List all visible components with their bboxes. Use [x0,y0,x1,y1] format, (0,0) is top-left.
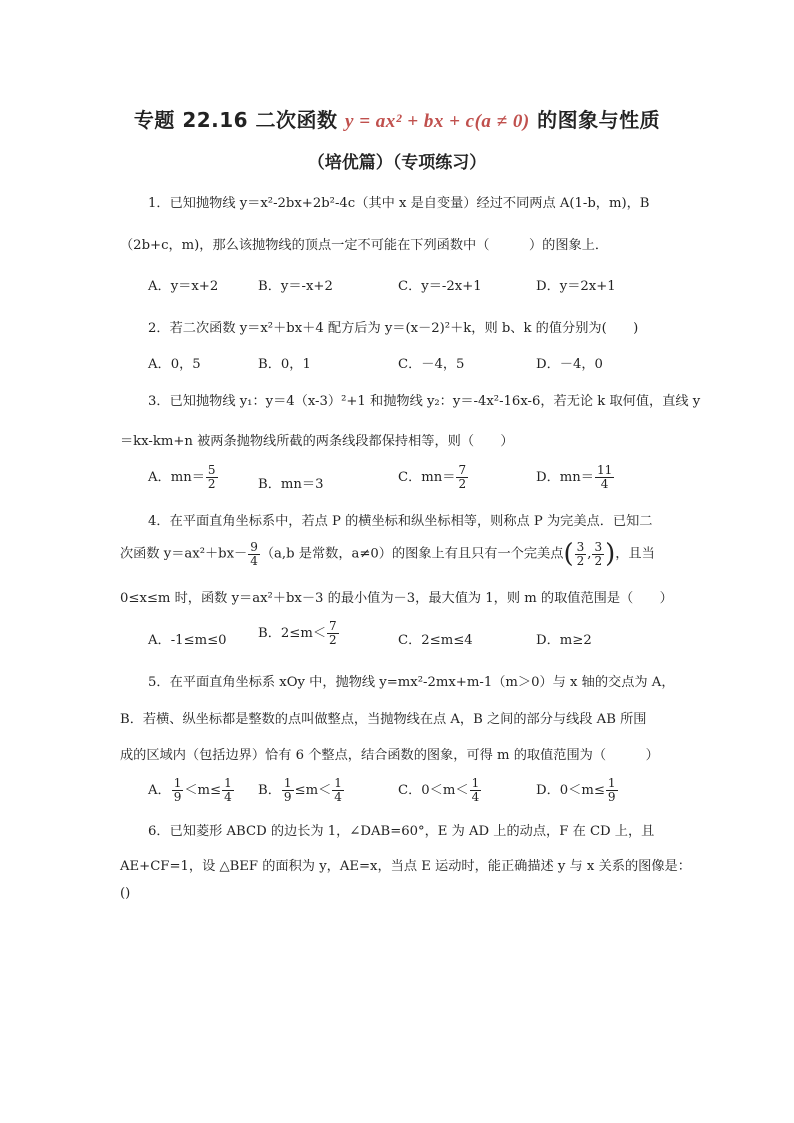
q5-option-a [148,777,235,804]
fraction-denominator: 4 [224,790,232,804]
q5-option-b-mid: ≤m＜ [294,783,332,798]
q5-option-d-label: D．0＜m≤ [536,783,605,798]
q1-line1: 1．已知抛物线 y＝x²-2bx+2b²-4c（其中 x 是自变量）经过不同两点 A(1-b，m)，B [148,196,650,211]
title-formula: y = ax² + bx + c(a ≠ 0) [345,111,530,132]
fraction-numerator: 5 [207,463,216,477]
q3-option-a [148,464,219,491]
q1-option-a: A．y＝x+2 [148,279,219,294]
q6-line1: 6．已知菱形 ABCD 的边长为 1，∠DAB=60°，E 为 AD 上的动点，F 在 CD 上，且 [148,824,655,839]
q4-point-y [592,541,604,568]
q2-option-b: B．0，1 [258,357,311,372]
q5-option-c [398,777,482,804]
q5-line1: 5．在平面直角坐标系 xOy 中，抛物线 y=mx²-2mx+m-1（m＞0）与 x 轴的交点为 A， [148,675,675,690]
fraction-denominator: 2 [576,553,585,568]
fraction-denominator: 2 [329,633,337,647]
fraction-numerator: 9 [250,539,258,554]
q3-option-c-fraction [456,464,468,491]
fraction-denominator: 9 [607,790,616,804]
q5-option-b-fraction2 [332,777,344,804]
fraction-denominator: 4 [250,553,258,568]
left-paren: ( [563,539,574,569]
q5-option-a-fraction2 [222,777,234,804]
q4-line2-fraction [248,541,260,568]
fraction-numerator: 7 [329,619,337,633]
q4-point-x [575,541,587,568]
fraction-denominator: 2 [458,477,467,491]
q2-option-d: D．－4，0 [536,357,603,372]
fraction-numerator: 1 [471,776,480,790]
q3-option-c [398,464,469,491]
q2-option-c: C．－4，5 [398,357,465,372]
fraction-denominator: 4 [600,477,609,491]
q3-line2: ＝kx-km+n 被两条抛物线所截的两条线段都保持相等，则（ ） [120,434,514,449]
fraction-numerator: 3 [594,539,603,554]
q4-line3: 0≤x≤m 时，函数 y＝ax²＋bx－3 的最小值为－3，最大值为 1，则 m 的取值范围是（ ） [120,591,673,606]
fraction-numerator: 1 [607,776,616,790]
title-suffix: 的图象与性质 [529,108,661,132]
q4-option-a: A．-1≤m≤0 [148,633,227,648]
q5-option-c-fraction [470,777,482,804]
q6-line3: () [120,886,131,901]
q4-option-b-fraction [327,620,339,647]
q3-line1: 3．已知抛物线 y₁：y＝4（x-3）²+1 和抛物线 y₂：y＝-4x²-16x-6，若无论 k 取何值，直线 y [148,394,701,409]
q5-option-b [258,777,345,804]
q1-option-c: C．y＝-2x+1 [398,279,482,294]
q3-option-d-prefix: D．mn＝ [536,470,594,485]
q3-option-a-fraction [206,464,218,491]
fraction-denominator: 4 [471,790,480,804]
q1-option-d: D．y＝2x+1 [536,279,616,294]
right-paren: ) [605,539,616,569]
fraction-denominator: 4 [334,790,342,804]
q5-option-d-fraction [606,777,618,804]
q3-option-a-prefix: A．mn＝ [148,470,205,485]
fraction-denominator: 9 [173,790,182,804]
fraction-numerator: 11 [596,463,613,477]
q3-option-b: B．mn＝3 [258,477,324,492]
q1-line2: （2b+c，m)，那么该抛物线的顶点一定不可能在下列函数中（ ）的图象上． [120,238,609,253]
q3-option-d-fraction [595,464,614,491]
q3-option-c-prefix: C．mn＝ [398,470,456,485]
q2-line1: 2．若二次函数 y＝x²＋bx＋4 配方后为 y＝(x－2)²＋k，则 b、k 的值分别为( ) [148,321,639,336]
q1-option-b: B．y＝-x+2 [258,279,333,294]
q4-line2: 次函数 y＝ax²＋bx－ $\frac{9}{4}$ （a,b 是常数，a≠0）的图象上有且只有一个完美点( $\frac{3}{2}$ , $\frac{3}{2}$ )，且当 [120,539,655,569]
q6-line2: AE+CF=1，设 △BEF 的面积为 y，AE=x，当点 E 运动时，能正确描述 y 与 x 关系的图像是： [120,859,691,874]
q4-option-b [258,620,340,647]
fraction-numerator: 3 [576,539,585,554]
q5-option-a-label: A． [148,783,171,798]
page-title [0,104,794,133]
q5-option-b-fraction1 [282,777,294,804]
fraction-denominator: 9 [283,790,292,804]
title-prefix: 专题 22.16 二次函数 [133,108,346,132]
fraction-denominator: 2 [207,477,216,491]
page-subtitle: （培优篇）（专项练习） [307,153,487,173]
q5-option-c-label: C．0＜m＜ [398,783,469,798]
q4-line2-middle: （a,b 是常数，a≠0）的图象上有且只有一个完美点 [260,546,564,562]
fraction-numerator: 1 [224,776,232,790]
fraction-numerator: 1 [334,776,342,790]
fraction-numerator: 7 [458,463,467,477]
q4-option-b-prefix: B．2≤m＜ [258,626,327,641]
q5-option-a-fraction1 [172,777,184,804]
q4-line2-end: ，且当 [615,546,655,562]
fraction-numerator: 1 [173,776,182,790]
q5-line2: B．若横、纵坐标都是整数的点叫做整点，当抛物线在点 A，B 之间的部分与线段 AB 所围 [120,712,647,727]
q5-option-d [536,777,619,804]
q5-line3: 成的区域内（包括边界）恰有 6 个整点，结合函数的图象，可得 m 的取值范围为（ ） [120,748,659,763]
fraction-denominator: 2 [594,553,603,568]
q5-option-b-label: B． [258,783,281,798]
q5-option-a-mid: ＜m≤ [184,783,222,798]
q4-line1: 4．在平面直角坐标系中，若点 P 的横坐标和纵坐标相等，则称点 P 为完美点．已知二 [148,514,653,529]
q4-option-c: C．2≤m≤4 [398,633,473,648]
q3-option-d [536,464,615,491]
q4-line2-start: 次函数 y＝ax²＋bx－ [120,546,248,562]
fraction-numerator: 1 [283,776,292,790]
q4-option-d: D．m≥2 [536,633,592,648]
q2-option-a: A．0，5 [148,357,201,372]
